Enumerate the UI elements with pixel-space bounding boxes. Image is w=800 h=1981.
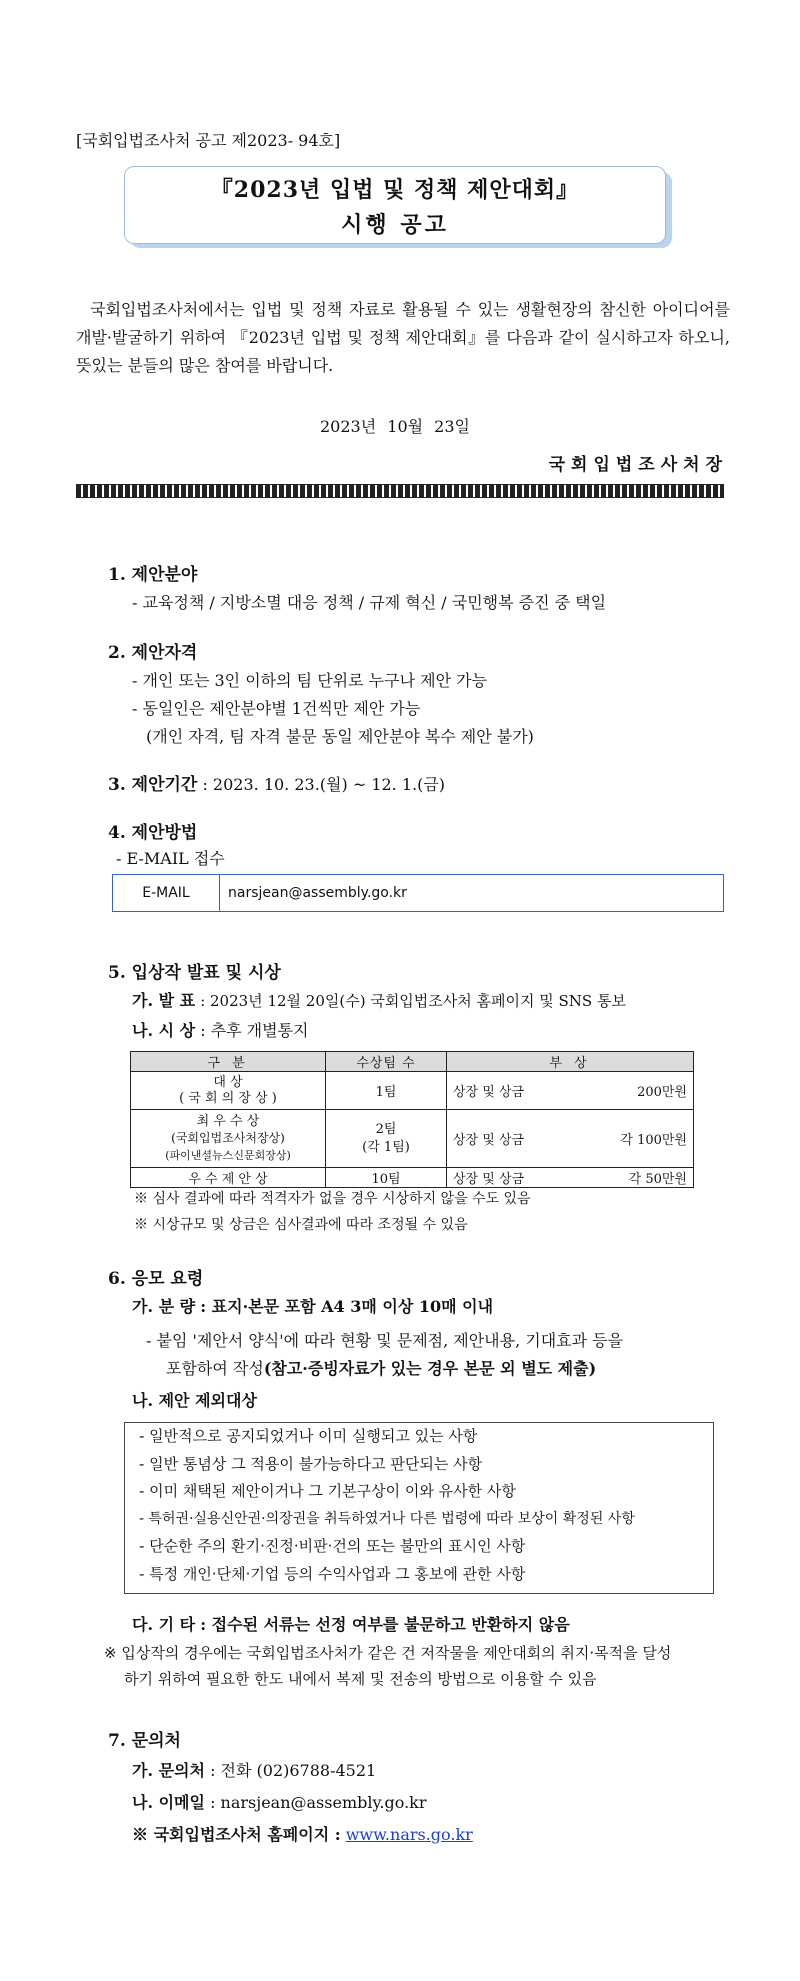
section-6-c-value: : 접수된 서류는 선정 여부를 불문하고 반환하지 않음 (200, 1615, 570, 1634)
award-amount: 각 50만원 (628, 1172, 687, 1187)
list-item: - 단순한 주의 환기·진정·비판·건의 또는 불만의 표시인 사항 (139, 1537, 526, 1555)
section-6-b-label: 나. 제안 제외대상 (132, 1391, 257, 1410)
section-6-a-sub-2-plain: 포함하여 작성 (166, 1359, 264, 1378)
section-5-b-label: 나. 시 상 (132, 1021, 196, 1040)
section-6-note-line-2: 하기 위하여 필요한 한도 내에서 복제 및 전송의 방법으로 이용할 수 있음 (124, 1670, 597, 1688)
email-box (112, 874, 724, 912)
issuer: 국회입법조사처장 (548, 455, 728, 475)
award-name-line: ( 국 회 의 장 상 ) (179, 1090, 277, 1106)
section-7-b-label: 나. 이메일 (132, 1793, 205, 1812)
section-5-b (132, 1018, 309, 1041)
section-7-b (132, 1790, 427, 1813)
award-count: 10팀 (326, 1168, 447, 1188)
section-6-title: 6. 응모 요령 (108, 1269, 204, 1289)
section-5-note-2: ※ 시상규모 및 상금은 심사결과에 따라 조정될 수 있음 (134, 1217, 468, 1233)
section-3 (108, 770, 445, 795)
section-7-a-label: 가. 문의처 (132, 1761, 205, 1780)
award-table-header (131, 1052, 694, 1072)
award-name-line: (국회입법조사처장상) (171, 1131, 285, 1145)
award-count-line: (각 1팀) (362, 1139, 410, 1155)
section-6-a-label: 가. 분 량 (132, 1297, 196, 1316)
section-5-a-label: 가. 발 표 (132, 991, 196, 1010)
award-amount: 200만원 (637, 1085, 687, 1100)
section-7-title: 7. 문의처 (108, 1731, 181, 1751)
section-1-title: 1. 제안분야 (108, 565, 198, 585)
award-count-line: 2팀 (375, 1121, 397, 1137)
section-4-line: - E-MAIL 접수 (116, 849, 225, 868)
section-5-b-value: : 추후 개별통지 (200, 1021, 309, 1040)
homepage-link[interactable]: www.nars.go.kr (345, 1825, 473, 1844)
award-header-count: 수상팀 수 (326, 1052, 447, 1072)
section-6-a (132, 1294, 493, 1317)
award-header-prize: 부 상 (447, 1052, 694, 1072)
section-6-a-sub-2 (166, 1356, 596, 1379)
list-item: - 특정 개인·단체·기업 등의 수익사업과 그 홍보에 관한 사항 (139, 1564, 526, 1583)
section-6-a-sub-1: - 붙임 '제안서 양식'에 따라 현황 및 문제점, 제안내용, 기대효과 등을 (146, 1331, 624, 1350)
section-5-a (132, 988, 626, 1011)
section-3-value: : 2023. 10. 23.(월) ~ 12. 1.(금) (202, 775, 446, 794)
award-prize-text: 상장 및 상금 (453, 1085, 525, 1100)
list-item: - 일반적으로 공지되었거나 이미 실행되고 있는 사항 (139, 1427, 478, 1445)
award-prize (447, 1168, 694, 1188)
award-prize-text: 상장 및 상금 (453, 1172, 525, 1187)
section-3-label: 3. 제안기간 (108, 775, 198, 795)
award-count: 1팀 (326, 1072, 447, 1110)
award-count (326, 1110, 447, 1168)
section-6-c (132, 1612, 570, 1635)
section-7-c (132, 1822, 473, 1845)
table-row (131, 1072, 694, 1110)
table-row (131, 1168, 694, 1188)
page-title: 『2023년 입법 및 정책 제안대회』 (210, 177, 580, 203)
section-7-a (132, 1758, 376, 1781)
section-5-note-1: ※ 심사 결과에 따라 적격자가 없을 경우 시상하지 않을 수도 있음 (134, 1191, 531, 1207)
award-name (131, 1110, 326, 1168)
section-6-c-label: 다. 기 타 (132, 1615, 196, 1634)
section-7-b-value: : narsjean@assembly.go.kr (210, 1793, 427, 1812)
section-4-title: 4. 제안방법 (108, 823, 198, 843)
exclusion-box (124, 1422, 714, 1594)
notice-number: [국회입법조사처 공고 제2023- 94호] (76, 131, 341, 150)
award-name (131, 1072, 326, 1110)
award-name-line: (파이낸셜뉴스신문회장상) (165, 1149, 291, 1162)
email-box-label: E-MAIL (113, 875, 220, 911)
title-box (124, 166, 666, 244)
award-header-category: 구 분 (131, 1052, 326, 1072)
intro-paragraph (76, 296, 730, 380)
section-2-line-1: - 개인 또는 3인 이하의 팀 단위로 누구나 제안 가능 (132, 671, 488, 690)
section-5-title: 5. 입상작 발표 및 시상 (108, 963, 281, 983)
divider-pattern (76, 484, 724, 498)
section-6-a-value: : 표지·본문 포함 A4 3매 이상 10매 이내 (200, 1297, 494, 1316)
list-item: - 일반 통념상 그 적용이 불가능하다고 판단되는 사항 (139, 1454, 483, 1473)
section-6-a-sub-2-bold: (참고·증빙자료가 있는 경우 본문 외 별도 제출) (263, 1359, 597, 1378)
section-5-a-value: : 2023년 12월 20일(수) 국회입법조사처 홈페이지 및 SNS 통보 (200, 992, 626, 1010)
section-1-line: - 교육정책 / 지방소멸 대응 정책 / 규제 혁신 / 국민행복 증진 중 택일 (132, 593, 607, 612)
section-2-title: 2. 제안자격 (108, 643, 198, 663)
award-table (130, 1051, 694, 1188)
intro-text: 국회입법조사처에서는 입법 및 정책 자료로 활용될 수 있는 생활현장의 참신한 아이디어를 개발·발굴하기 위하여 『2023년 입법 및 정책 제안대회』를 다음과 같이 실시하고자 하오니, 뜻있는 분들의 많은 참여를 바랍니다. (76, 300, 730, 375)
award-amount: 각 100만원 (620, 1133, 687, 1148)
award-name-line: 대 상 (213, 1074, 243, 1090)
award-prize (447, 1110, 694, 1168)
list-item: - 특허권·실용신안권·의장권을 취득하였거나 다른 법령에 따라 보상이 확정된 사항 (139, 1510, 635, 1527)
notice-date: 2023년 10월 23일 (320, 417, 470, 436)
email-box-value: narsjean@assembly.go.kr (228, 885, 407, 901)
page-subtitle: 시행 공고 (341, 212, 449, 238)
section-2-line-2: - 동일인은 제안분야별 1건씩만 제안 가능 (132, 699, 421, 718)
list-item: - 이미 채택된 제안이거나 그 기본구상이 이와 유사한 사항 (139, 1482, 516, 1500)
award-prize (447, 1072, 694, 1110)
table-row (131, 1110, 694, 1168)
section-7-c-label: ※ 국회입법조사처 홈페이지 : (132, 1825, 341, 1844)
section-7-a-value: : 전화 (02)6788-4521 (210, 1761, 377, 1780)
award-name-line: 최 우 수 상 (196, 1114, 260, 1129)
award-prize-text: 상장 및 상금 (453, 1133, 525, 1148)
award-name: 우 수 제 안 상 (131, 1168, 326, 1188)
section-2-line-3: (개인 자격, 팀 자격 불문 동일 제안분야 복수 제안 불가) (146, 727, 534, 746)
section-6-note-line-1: ※ 입상작의 경우에는 국회입법조사처가 같은 건 저작물을 제안대회의 취지·목적을 달성 (104, 1644, 672, 1662)
